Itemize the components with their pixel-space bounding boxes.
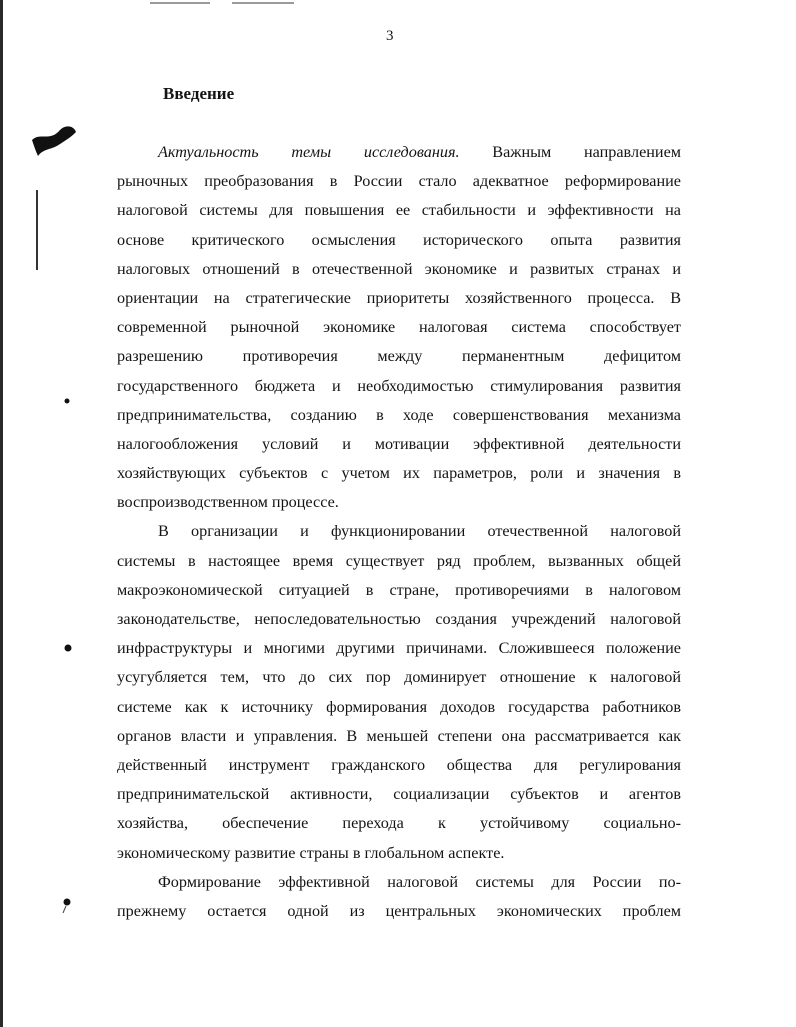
paragraph-line: системе как к источнику формирования доходов государства работников xyxy=(117,698,681,716)
paragraph-line: воспроизводственном процессе. xyxy=(117,493,339,511)
paragraph-line: основе критического осмысления исторического опыта развития xyxy=(117,231,681,249)
ink-dot xyxy=(60,896,74,914)
paragraph-line: предпринимательства, созданию в ходе совершенствования механизма xyxy=(117,406,681,424)
paragraph-line: органов власти и управления. В меньшей степени она рассматривается как xyxy=(117,727,681,745)
section-heading: Введение xyxy=(163,84,235,103)
paragraph-line: хозяйства, обеспечение перехода к устойчивому социально- xyxy=(117,814,681,832)
paragraph-line: государственного бюджета и необходимостью стимулирования развития xyxy=(117,377,681,395)
scan-edge-left xyxy=(0,0,3,1027)
paragraph-line: усугубляется тем, что до сих пор доминирует отношение к налоговой xyxy=(117,668,681,686)
page-number: 3 xyxy=(386,28,394,44)
paragraph-line: В организации и функционировании отечественной налоговой xyxy=(158,522,681,540)
paragraph-line: системы в настоящее время существует ряд проблем, вызванных общей xyxy=(117,552,681,570)
scan-edge-mark xyxy=(36,190,38,270)
paragraph-line: хозяйствующих субъектов с учетом их параметров, роли и значения в xyxy=(117,464,681,482)
paragraph-line: налоговых отношений в отечественной экономике и развитых странах и xyxy=(117,260,681,278)
ink-blot-mark xyxy=(30,122,78,162)
paragraph-line: рыночных преобразования в России стало адекватное реформирование xyxy=(117,172,681,190)
paragraph-line: действенный инструмент гражданского общества для регулирования xyxy=(117,756,681,774)
paragraph-line: ориентации на стратегические приоритеты хозяйственного процесса. В xyxy=(117,289,681,307)
ink-dot xyxy=(62,396,72,406)
paragraph-line: Актуальность темы исследования. Важным направлением xyxy=(158,143,682,161)
scan-mark-top xyxy=(232,2,294,4)
ink-dot xyxy=(62,642,74,654)
paragraph-line: современной рыночной экономике налоговая система способствует xyxy=(117,318,681,336)
paragraph-line: Формирование эффективной налоговой системы для России по- xyxy=(158,873,681,891)
paragraph-line: экономическому развитие страны в глобальном аспекте. xyxy=(117,844,505,862)
paragraph-line: макроэкономической ситуацией в стране, противоречиями в налоговом xyxy=(117,581,681,599)
paragraph-line: инфраструктуры и многими другими причинами. Сложившееся положение xyxy=(117,639,681,657)
paragraph-line: разрешению противоречия между перманентным дефицитом xyxy=(117,347,681,365)
paragraph-line: налогообложения условий и мотивации эффективной деятельности xyxy=(117,435,681,453)
scan-mark-top xyxy=(150,2,210,4)
paragraph-line: законодательстве, непоследовательностью создания учреждений налоговой xyxy=(117,610,681,628)
paragraph-line: налоговой системы для повышения ее стабильности и эффективности на xyxy=(117,201,681,219)
paragraph-line: предпринимательской активности, социализации субъектов и агентов xyxy=(117,785,681,803)
italic-lead: Актуальность темы исследования. xyxy=(158,143,460,161)
paragraph-line: прежнему остается одной из центральных экономических проблем xyxy=(117,902,681,920)
